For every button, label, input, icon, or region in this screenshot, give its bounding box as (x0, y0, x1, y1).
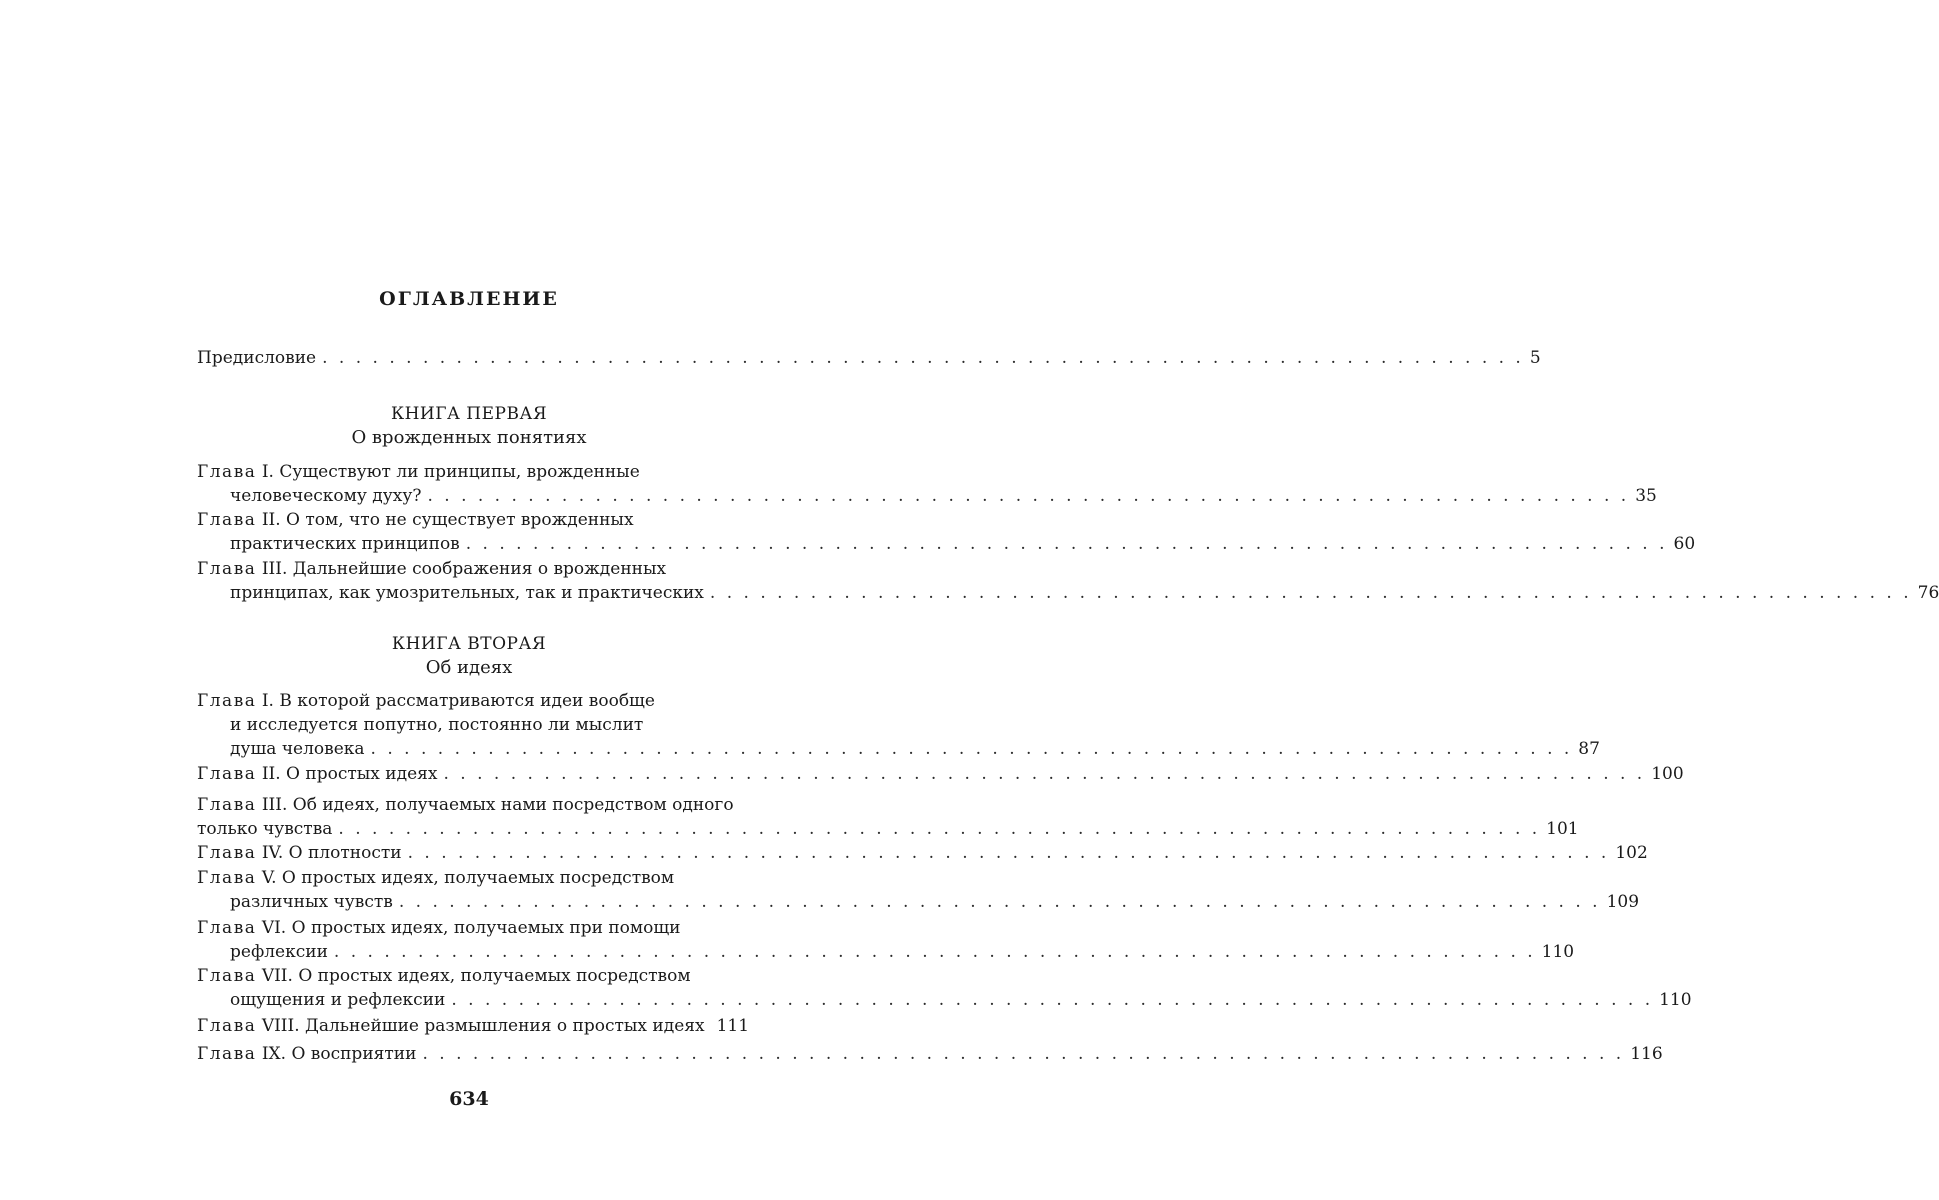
dot-leader: . . . . . . . . . . . . . . . . . . . . . . . . . . . . . . . . . . . . . . . . . . . . . . . . . . . . . . . . . . . . . . . . . . . . . . . . (398, 892, 1601, 912)
chapter-title-cont: принципах, как умозрительных, так и практических (230, 583, 704, 603)
dot-leader: . . . . . . . . . . . . . . . . . . . . . . . . . . . . . . . . . . . . . . . . . . . . . . . . . . . . . . . . . . . . . . . . . . . . . . . . (427, 486, 1630, 506)
chapter-prefix: Глава (197, 1044, 257, 1064)
dot-leader: . . . . . . . . . . . . . . . . . . . . . . . . . . . . . . . . . . . . . . . . . . . . . . . . . . . . . . . . . . . . . . . . . . . . . . . . (322, 348, 1524, 368)
dot-leader: . . . . . . . . . . . . . . . . . . . . . . . . . . . . . . . . . . . . . . . . . . . . . . . . . . . . . . . . . . . . . . . . . . . . . . . . (709, 583, 1912, 603)
dot-leader: . . . . . . . . . . . . . . . . . . . . . . . . . . . . . . . . . . . . . . . . . . . . . . . . . . . . . . . . . . . . . . . . . . . . . . . . (451, 990, 1654, 1010)
dot-leader: . . . . . . . . . . . . . . . . . . . . . . . . . . . . . . . . . . . . . . . . . . . . . . . . . . . . . . . . . . . . . . . . . . . . . . . . (333, 942, 1536, 962)
chapter-title-cont: и исследуется попутно, постоянно ли мыслит (230, 715, 644, 735)
chapter-title: I. Существуют ли принципы, врожденные (261, 462, 640, 482)
chapter-title-cont: рефлексии (230, 942, 328, 962)
chapter-title: VIII. Дальнейшие размышления о простых идеях (261, 1016, 705, 1036)
dot-leader: . . . . . . . . . . . . . . . . . . . . . . . . . . . . . . . . . . . . . . . . . . . . . . . . . . . . . . . . . . . . . . . . . . . . . . . . (422, 1044, 1625, 1064)
chapter-prefix: Глава (197, 868, 257, 888)
chapter-title: IX. О восприятии (261, 1044, 417, 1064)
chapter-title: V. О простых идеях, получаемых посредством (261, 868, 675, 888)
book-title: Об идеях (425, 657, 513, 678)
chapter-title: III. Дальнейшие соображения о врожденных (261, 559, 667, 579)
toc-entry[interactable] (197, 1014, 750, 1038)
toc-entry[interactable]: Глава IV. О плотности . . . . . . . . . . . . . . . . . . . . . . . . . . . . . . . . . . . . . . . . . . . . . . . . . . . . . . . . . . . . . . . . . . . . . . . . 102 (197, 843, 1648, 863)
toc-entry[interactable]: Глава I. В которой рассматриваются идеи вообще и исследуется попутно, постоянно ли мыслит душа человека . . . . . . . . . . . . . . . . . . . . . . . . . . . . . . . . . . . . . . . . . . . . . . . . . . . . . . . . . . . . . . . . . . . . . . . . 87 (197, 691, 1600, 759)
chapter-title-cont: душа человека (230, 739, 365, 759)
toc-entry[interactable]: Глава I. Существуют ли принципы, врожденные человеческому духу? . . . . . . . . . . . . . . . . . . . . . . . . . . . . . . . . . . . . . . . . . . . . . . . . . . . . . . . . . . . . . . . . . . . . . . . . 35 (197, 462, 1657, 506)
dot-leader: . . . . . . . . . . . . . . . . . . . . . . . . . . . . . . . . . . . . . . . . . . . . . . . . . . . . . . . . . . . . . . . . . . . . . . . . (338, 819, 1541, 839)
toc-entry[interactable]: Глава IX. О восприятии . . . . . . . . . . . . . . . . . . . . . . . . . . . . . . . . . . . . . . . . . . . . . . . . . . . . . . . . . . . . . . . . . . . . . . . . 116 (197, 1044, 1663, 1064)
chapter-prefix: Глава (197, 691, 257, 711)
chapter-prefix: Глава (197, 843, 257, 863)
chapter-title-cont: практических принципов (230, 534, 460, 554)
chapter-title-cont: различных чувств (230, 892, 393, 912)
chapter-title-cont: ощущения и рефлексии (230, 990, 446, 1010)
chapter-title: I. В которой рассматриваются идеи вообще (261, 691, 655, 711)
toc-entry[interactable]: Глава III. Об идеях, получаемых нами посредством одного только чувства . . . . . . . . . . . . . . . . . . . . . . . . . . . . . . . . . . . . . . . . . . . . . . . . . . . . . . . . . . . . . . . . . . . . . . . . 101 (197, 795, 1579, 839)
book-heading-2 (197, 632, 741, 680)
toc-entry[interactable]: Глава VII. О простых идеях, получаемых посредством ощущения и рефлексии . . . . . . . . . . . . . . . . . . . . . . . . . . . . . . . . . . . . . . . . . . . . . . . . . . . . . . . . . . . . . . . . . . . . . . . . 110 (197, 966, 1692, 1010)
dot-leader: . . . . . . . . . . . . . . . . . . . . . . . . . . . . . . . . . . . . . . . . . . . . . . . . . . . . . . . . . . . . . . . . . . . . . . . . (443, 764, 1646, 784)
chapter-title-cont: только чувства (197, 819, 333, 839)
chapter-title-cont: человеческому духу? (230, 486, 422, 506)
entry-page: 111 (716, 1016, 750, 1036)
toc-entry[interactable]: Глава VI. О простых идеях, получаемых при помощи рефлексии . . . . . . . . . . . . . . . . . . . . . . . . . . . . . . . . . . . . . . . . . . . . . . . . . . . . . . . . . . . . . . . . . . . . . . . . 110 (197, 918, 1575, 962)
book-title: О врожденных понятиях (351, 427, 587, 448)
chapter-prefix: Глава (197, 795, 257, 815)
toc-entry-preface[interactable]: Предисловие . . . . . . . . . . . . . . . . . . . . . . . . . . . . . . . . . . . . . . . . . . . . . . . . . . . . . . . . . . . . . . . . . . . . . . . . 5 (197, 348, 1541, 368)
toc-title: ОГЛАВЛЕНИЕ (379, 288, 559, 310)
entry-label: Предисловие (197, 348, 317, 368)
book-label: КНИГА ВТОРАЯ (391, 634, 547, 654)
chapter-prefix: Глава (197, 918, 257, 938)
chapter-prefix: Глава (197, 1016, 257, 1036)
chapter-title: IV. О плотности (261, 843, 402, 863)
toc-entry[interactable]: Глава III. Дальнейшие соображения о врожденных принципах, как умозрительных, так и практических . . . . . . . . . . . . . . . . . . . . . . . . . . . . . . . . . . . . . . . . . . . . . . . . . . . . . . . . . . . . . . . . . . . . . . . . 76 (197, 559, 1939, 603)
dot-leader: . . . . . . . . . . . . . . . . . . . . . . . . . . . . . . . . . . . . . . . . . . . . . . . . . . . . . . . . . . . . . . . . . . . . . . . . (407, 843, 1610, 863)
toc-entry[interactable]: Глава II. О том, что не существует врожденных практических принципов . . . . . . . . . . . . . . . . . . . . . . . . . . . . . . . . . . . . . . . . . . . . . . . . . . . . . . . . . . . . . . . . . . . . . . . . 60 (197, 510, 1696, 554)
chapter-prefix: Глава (197, 462, 257, 482)
chapter-title: II. О том, что не существует врожденных (261, 510, 634, 530)
chapter-prefix: Глава (197, 559, 257, 579)
toc-entry[interactable]: Глава V. О простых идеях, получаемых посредством различных чувств . . . . . . . . . . . . . . . . . . . . . . . . . . . . . . . . . . . . . . . . . . . . . . . . . . . . . . . . . . . . . . . . . . . . . . . . 109 (197, 868, 1640, 912)
toc-entry[interactable]: Глава II. О простых идеях . . . . . . . . . . . . . . . . . . . . . . . . . . . . . . . . . . . . . . . . . . . . . . . . . . . . . . . . . . . . . . . . . . . . . . . . 100 (197, 764, 1684, 784)
book-heading-1 (197, 402, 741, 450)
dot-leader: . . . . . . . . . . . . . . . . . . . . . . . . . . . . . . . . . . . . . . . . . . . . . . . . . . . . . . . . . . . . . . . . . . . . . . . . (465, 534, 1668, 554)
chapter-prefix: Глава (197, 510, 257, 530)
chapter-prefix: Глава (197, 764, 257, 784)
book-label: КНИГА ПЕРВАЯ (390, 404, 548, 424)
chapter-title: VII. О простых идеях, получаемых посредством (261, 966, 691, 986)
page-number: 634 (449, 1088, 489, 1110)
dot-leader: . . . . . . . . . . . . . . . . . . . . . . . . . . . . . . . . . . . . . . . . . . . . . . . . . . . . . . . . . . . . . . . . . . . . . . . . (370, 739, 1573, 759)
chapter-prefix: Глава (197, 966, 257, 986)
chapter-title: VI. О простых идеях, получаемых при помощи (261, 918, 681, 938)
chapter-title: III. Об идеях, получаемых нами посредством одного (261, 795, 734, 815)
chapter-title: II. О простых идеях (261, 764, 438, 784)
